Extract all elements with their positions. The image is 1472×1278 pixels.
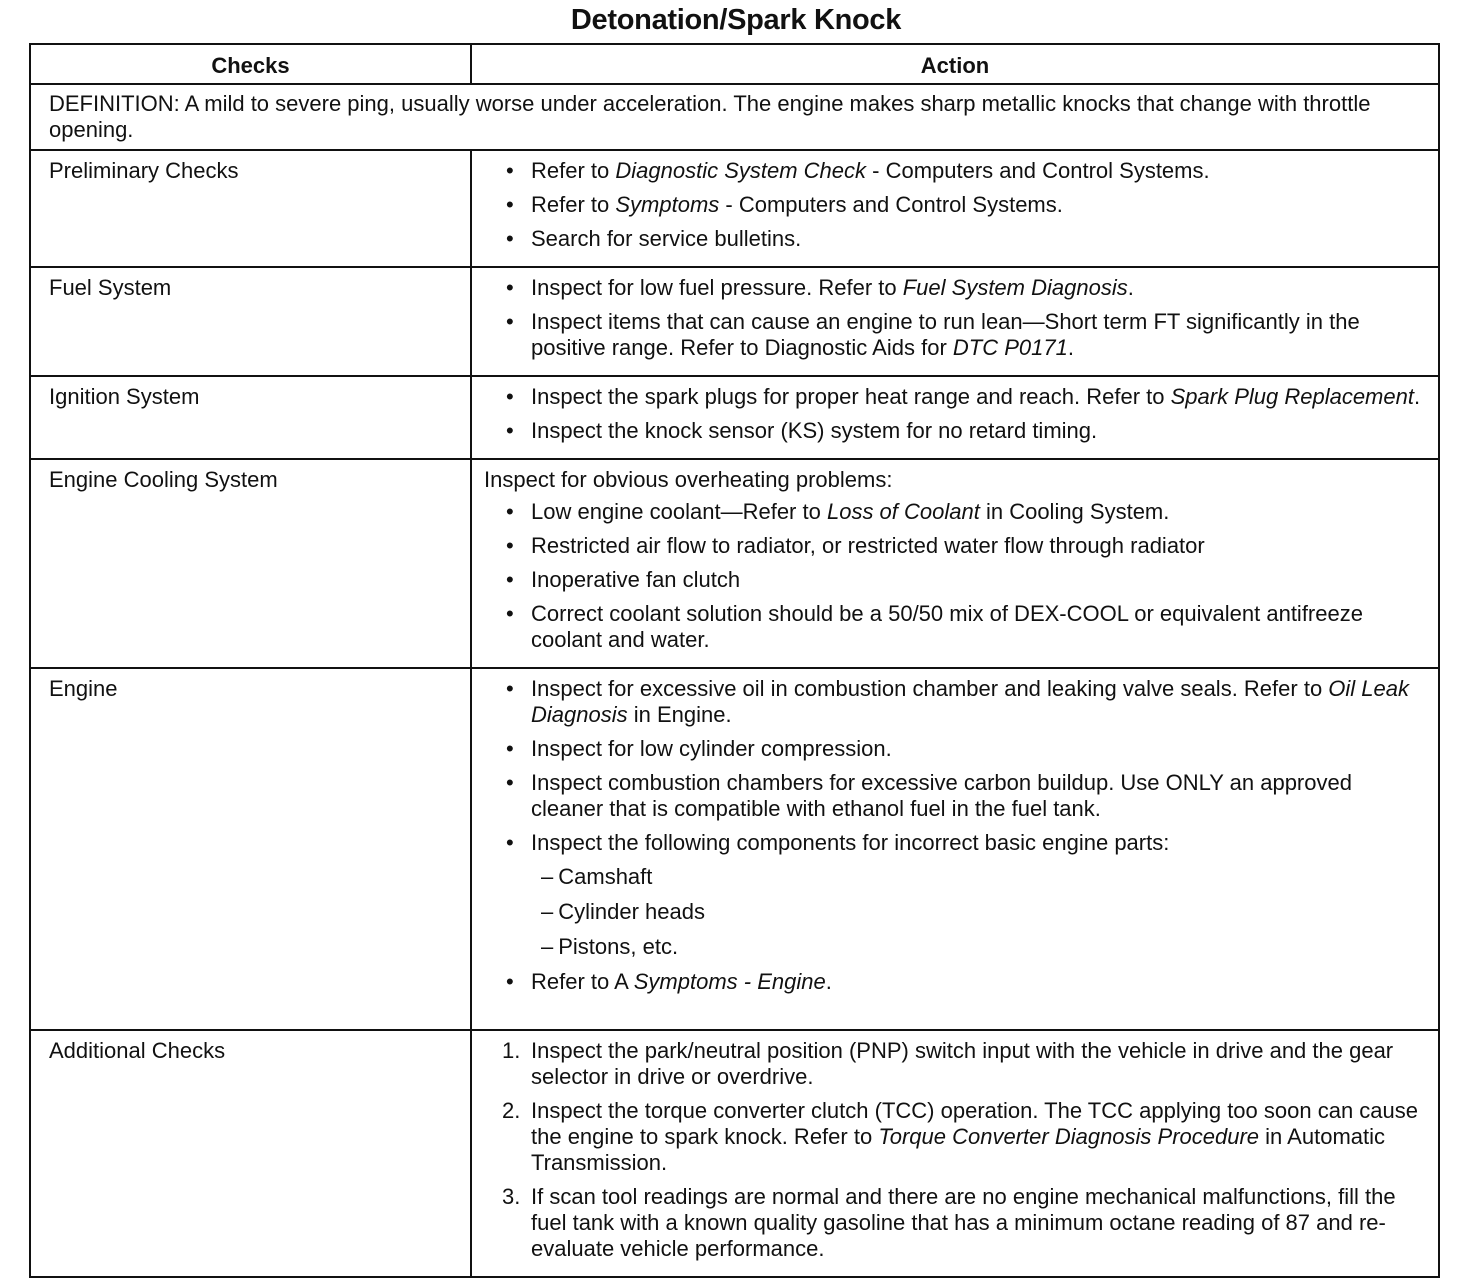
action-cell	[471, 376, 1439, 459]
diagnostic-table	[29, 43, 1440, 1278]
table-row	[30, 150, 1439, 267]
bullet-icon: •	[506, 275, 514, 300]
action-cell	[471, 668, 1439, 1030]
step-item: 2. Inspect the torque converter clutch (TCC) operation. The TCC applying too soon can cause the engine to spark knock. Refer to Torque Converter Diagnosis Procedure in Automatic Transmission.	[502, 1098, 1418, 1175]
bullet-icon: •	[506, 226, 514, 251]
check-label: Ignition System	[30, 376, 471, 459]
action-item: • Restricted air flow to radiator, or restricted water flow through radiator	[506, 533, 1205, 558]
component-sublist	[531, 864, 1424, 960]
step-item: 3. If scan tool readings are normal and there are no engine mechanical malfunctions, fill the fuel tank with a known quality gasoline that has a minimum octane reading of 87 and re-evaluate vehicle performance.	[502, 1184, 1396, 1261]
action-cell	[471, 1030, 1439, 1277]
table-row	[30, 1030, 1439, 1277]
action-item: • Refer to Diagnostic System Check - Computers and Control Systems.	[506, 158, 1210, 183]
table-header-row	[30, 44, 1439, 84]
table-row	[30, 459, 1439, 668]
action-item: • Refer to A Symptoms - Engine.	[506, 969, 832, 994]
action-item: • Inspect for low fuel pressure. Refer to Fuel System Diagnosis.	[506, 275, 1134, 300]
action-item: • Correct coolant solution should be a 50/50 mix of DEX-COOL or equivalent antifreeze coolant and water.	[506, 601, 1363, 652]
action-item: • Inspect for excessive oil in combustion chamber and leaking valve seals. Refer to Oil Leak Diagnosis in Engine.	[506, 676, 1410, 727]
definition-row	[30, 84, 1439, 150]
action-list	[484, 676, 1424, 995]
dash-icon: –	[541, 864, 554, 889]
step-number: 3.	[502, 1184, 521, 1209]
action-item: • Inspect combustion chambers for excessive carbon buildup. Use ONLY an approved cleaner that is compatible with ethanol fuel in the fuel tank.	[506, 770, 1352, 821]
action-item: • Inspect the knock sensor (KS) system for no retard timing.	[506, 418, 1098, 443]
action-list	[484, 384, 1424, 444]
table-row	[30, 267, 1439, 376]
check-label: Preliminary Checks	[30, 150, 471, 267]
bullet-icon: •	[506, 499, 514, 524]
steps-list	[484, 1038, 1424, 1262]
sub-item: – Pistons, etc.	[541, 934, 679, 959]
action-item: • Refer to Symptoms - Computers and Control Systems.	[506, 192, 1063, 217]
dash-icon: –	[541, 934, 554, 959]
bullet-icon: •	[506, 676, 514, 701]
action-item: • Inspect for low cylinder compression.	[506, 736, 892, 761]
bullet-icon: •	[506, 770, 514, 795]
action-item: • Low engine coolant—Refer to Loss of Coolant in Cooling System.	[506, 499, 1170, 524]
sub-item: – Cylinder heads	[541, 899, 705, 924]
check-label: Engine	[30, 668, 471, 1030]
check-label: Fuel System	[30, 267, 471, 376]
action-list	[484, 499, 1424, 653]
bullet-icon: •	[506, 830, 514, 855]
table-row	[30, 668, 1439, 1030]
check-label: Engine Cooling System	[30, 459, 471, 668]
page-title: Detonation/Spark Knock	[570, 4, 902, 36]
bullet-icon: •	[506, 192, 514, 217]
action-list	[484, 275, 1424, 361]
action-list	[484, 158, 1424, 252]
action-column-header: Action	[471, 44, 1439, 84]
bullet-icon: •	[506, 418, 514, 443]
action-item: • Inspect the following components for incorrect basic engine parts: – Camshaft – Cylinder heads – Pistons, etc.	[484, 830, 1424, 960]
step-item: 1. Inspect the park/neutral position (PNP) switch input with the vehicle in drive and the gear selector in drive or overdrive.	[502, 1038, 1394, 1089]
action-item: • Search for service bulletins.	[506, 226, 802, 251]
bullet-icon: •	[506, 309, 514, 334]
bullet-icon: •	[506, 533, 514, 558]
checks-column-header: Checks	[30, 44, 471, 84]
action-intro: Inspect for obvious overheating problems:	[484, 467, 893, 492]
action-item: • Inspect items that can cause an engine to run lean—Short term FT significantly in the positive range. Refer to Diagnostic Aids for DTC P0171.	[506, 309, 1360, 360]
dash-icon: –	[541, 899, 554, 924]
action-cell	[471, 150, 1439, 267]
action-cell	[471, 267, 1439, 376]
step-number: 1.	[502, 1038, 521, 1063]
action-item: • Inoperative fan clutch	[506, 567, 741, 592]
bullet-icon: •	[506, 158, 514, 183]
bullet-icon: •	[506, 384, 514, 409]
check-label: Additional Checks	[30, 1030, 471, 1277]
action-item: • Inspect the spark plugs for proper heat range and reach. Refer to Spark Plug Replacement.	[506, 384, 1421, 409]
bullet-icon: •	[506, 567, 514, 592]
bullet-icon: •	[506, 736, 514, 761]
action-cell	[471, 459, 1439, 668]
bullet-icon: •	[506, 601, 514, 626]
table-row	[30, 376, 1439, 459]
bullet-icon: •	[506, 969, 514, 994]
step-number: 2.	[502, 1098, 521, 1123]
definition-text: DEFINITION: A mild to severe ping, usually worse under acceleration. The engine makes sharp metallic knocks that change with throttle opening.	[30, 84, 1439, 150]
sub-item: – Camshaft	[541, 864, 653, 889]
